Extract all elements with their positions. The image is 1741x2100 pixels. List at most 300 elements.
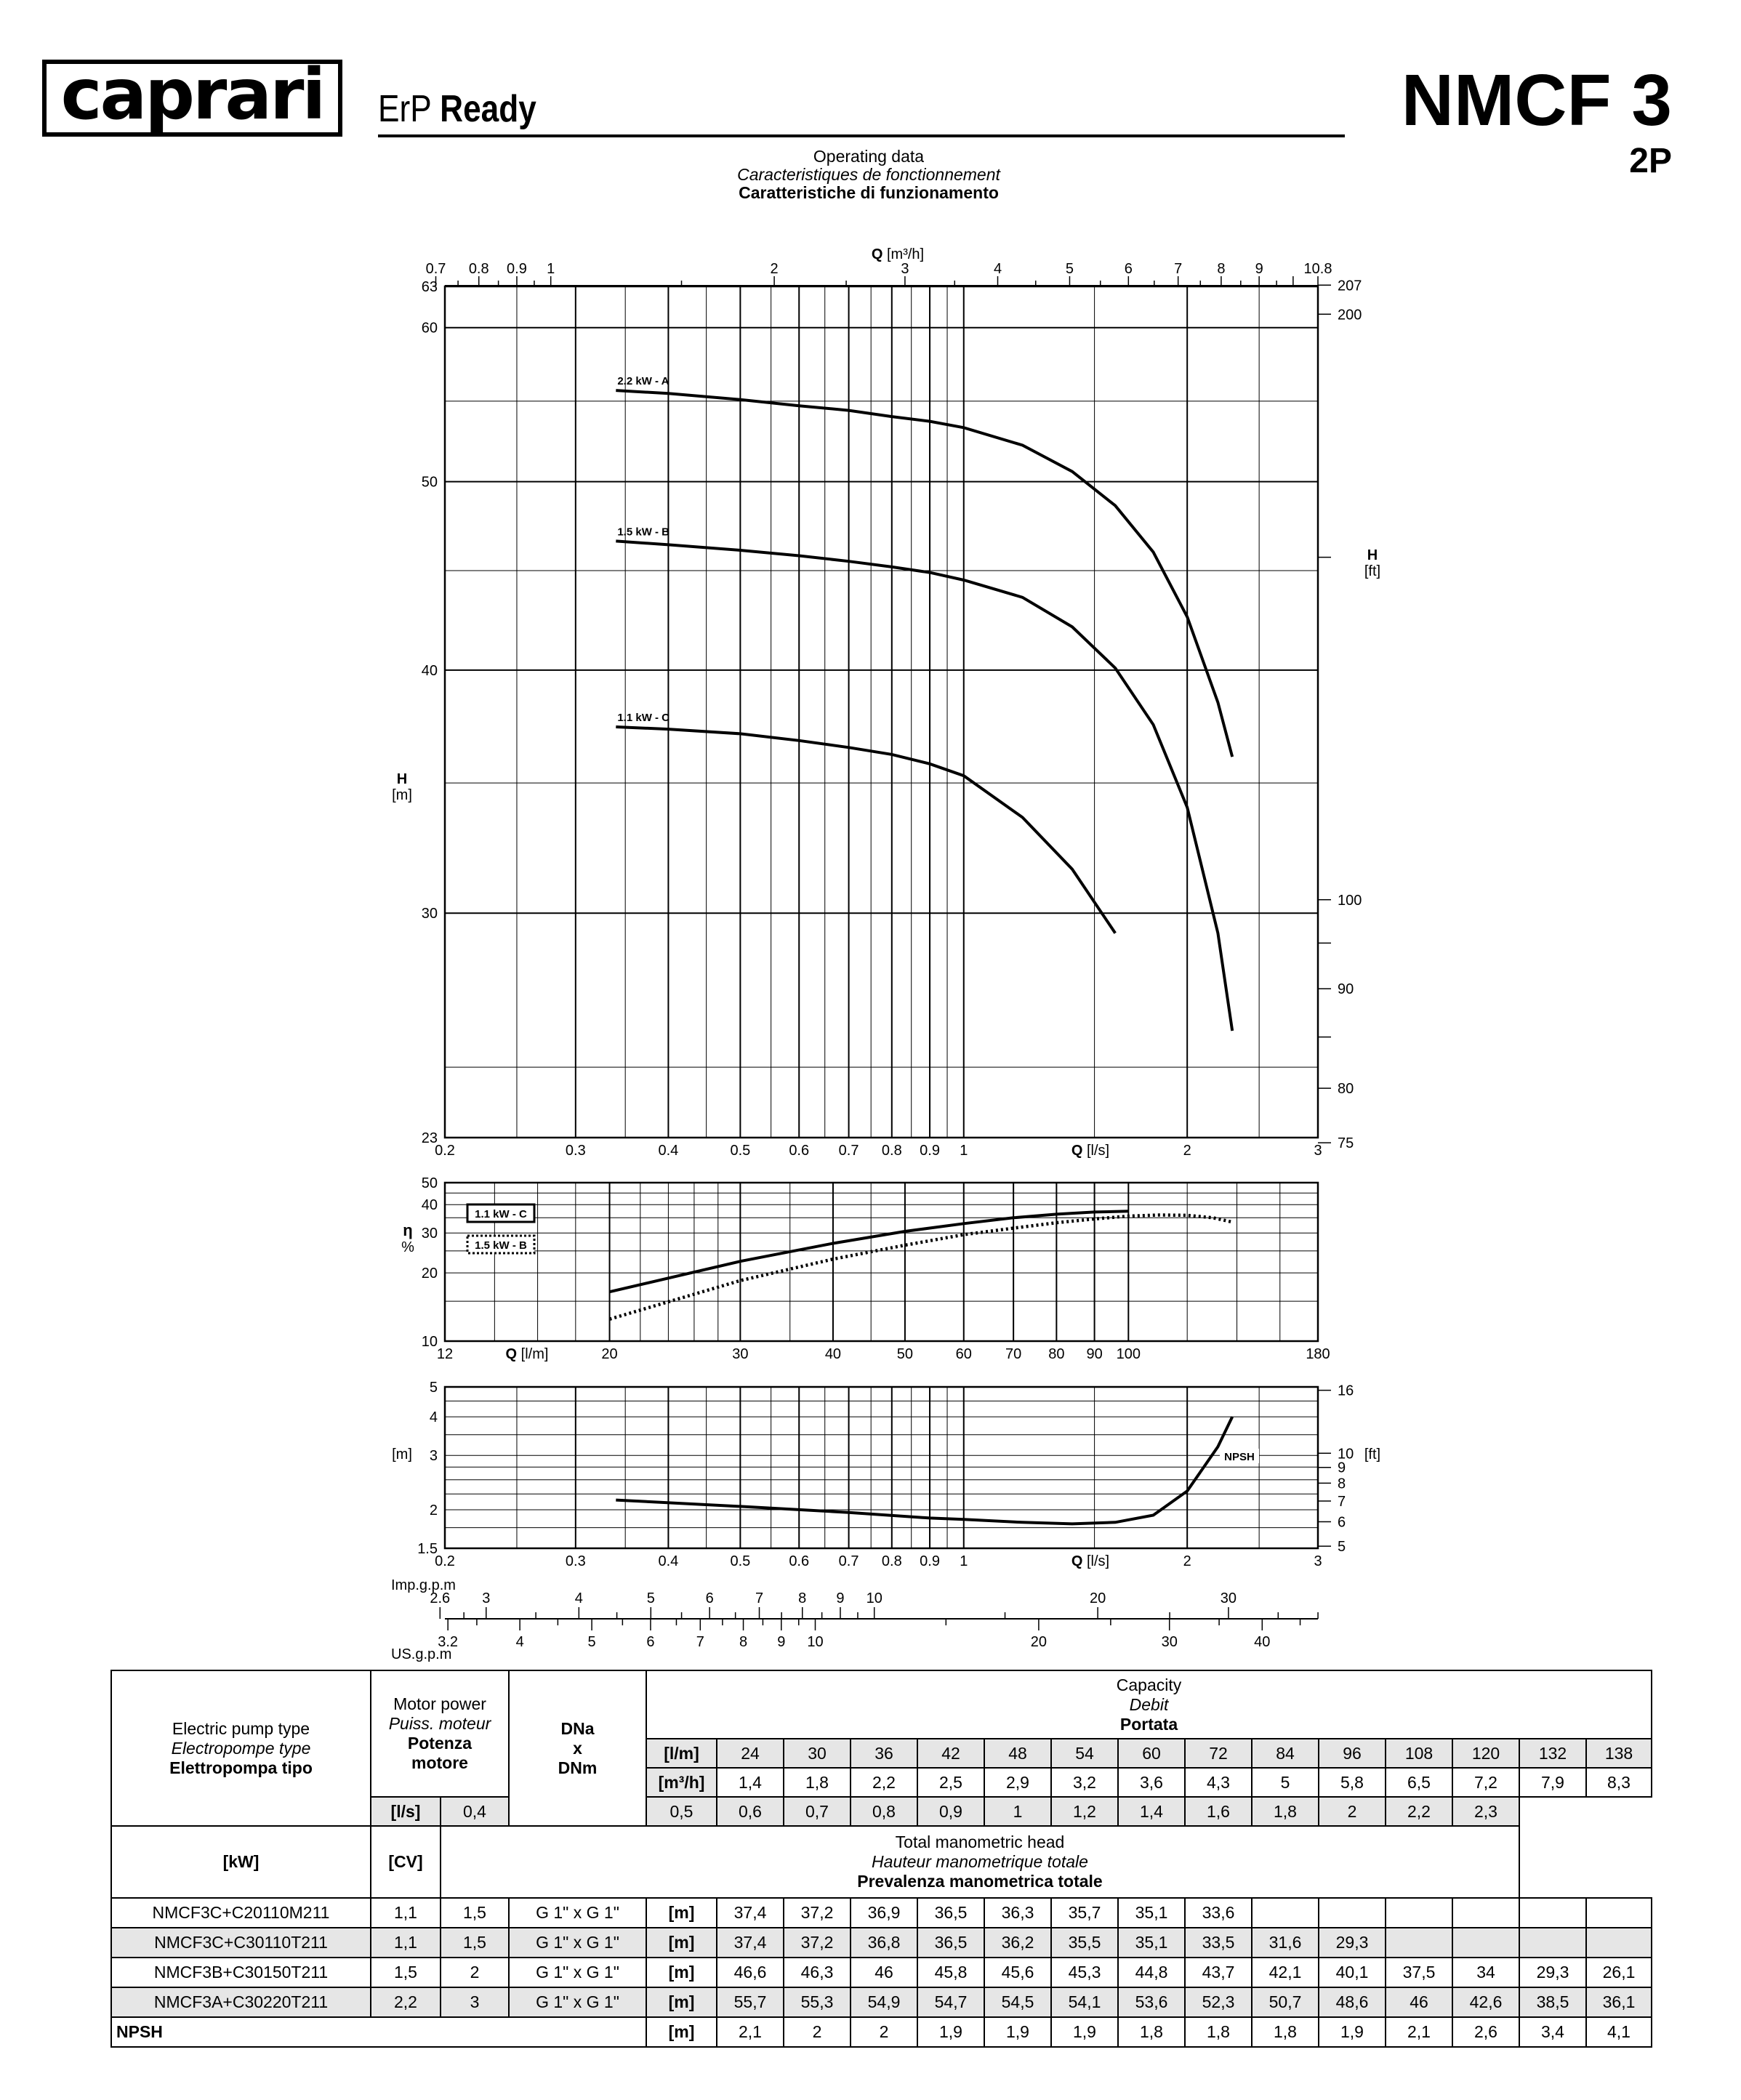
head-value: 37,2 [784,1928,851,1958]
unit-value: 60 [1118,1739,1185,1768]
head-x-tick-label: 0.2 [435,1143,455,1159]
npsh-value: 2,1 [717,2017,784,2047]
unit-value: 72 [1185,1739,1252,1768]
unit-value: 7,2 [1452,1768,1519,1797]
eff-xlabel: Q [l/m] [505,1346,549,1362]
eff-ylabel-unit: % [401,1239,414,1255]
imp-tick-label: 4 [574,1590,583,1606]
connection: G 1" x G 1" [509,1898,646,1928]
title-fr: Caracteristiques de fonctionnement [737,165,1000,184]
header-text: Capacity [1116,1675,1182,1694]
head-value [1586,1928,1652,1958]
npsh-value: 2 [851,2017,917,2047]
unit-label: [l/s] [371,1797,441,1826]
head-ylabel-right: H [1367,547,1378,563]
head-value [1386,1928,1452,1958]
header-text: DNa [560,1718,595,1738]
connection-header [509,1670,646,1826]
head-value: 45,8 [917,1958,984,1987]
erp-prefix: ErP [378,88,431,130]
head-curve-0 [616,390,1232,757]
unit-value: 0,9 [917,1797,984,1826]
npsh-x-tick-label: 0.7 [838,1553,859,1569]
unit-value: 1,8 [1252,1797,1319,1826]
imp-tick-label: 20 [1089,1590,1106,1606]
head-x-tick-label: 1 [960,1143,968,1159]
head-value: 34 [1452,1958,1519,1987]
npsh-unit: [m] [646,2017,717,2047]
capacity-header [646,1670,1652,1739]
unit-value: 1 [984,1797,1051,1826]
eff-x-tick-label: 90 [1086,1346,1103,1362]
head-value: 55,7 [717,1987,784,2017]
us-tick-label: 7 [696,1634,704,1650]
unit-value: 96 [1319,1739,1386,1768]
head-value: 42,1 [1252,1958,1319,1987]
unit-value: 0,8 [851,1797,917,1826]
head-value: 54,5 [984,1987,1051,2017]
npsh-value: 2,1 [1386,2017,1452,2047]
unit-value: 48 [984,1739,1051,1768]
head-value: 29,3 [1319,1928,1386,1958]
head-y-tick-label: 50 [421,474,438,491]
head-unit: [m] [646,1958,717,1987]
power-kw: 1,1 [371,1928,441,1958]
eff-x-tick-label: 40 [824,1346,842,1362]
table-row [111,1987,1652,2017]
unit-value: 2 [1319,1797,1386,1826]
head-x-top-tick-label: 6 [1124,261,1133,277]
imp-tick-label: 10 [866,1590,882,1606]
head-unit: [m] [646,1987,717,2017]
npsh-ylabel-left-unit: [m] [392,1447,412,1463]
us-tick-label: 40 [1254,1634,1271,1650]
head-value: 36,1 [1586,1987,1652,2017]
unit-value: 42 [917,1739,984,1768]
head-x-top-tick-label: 8 [1217,261,1226,277]
type-header [111,1670,371,1826]
npsh-value: 1,9 [917,2017,984,2047]
eff-x-tick-label: 12 [436,1346,454,1362]
head-y-tick-label: 63 [421,279,438,295]
us-tick-label: 8 [739,1634,748,1650]
power-cv: 2 [441,1958,509,1987]
unit-value: 5,8 [1319,1768,1386,1797]
head-value: 36,8 [851,1928,917,1958]
head-value: 36,5 [917,1898,984,1928]
head-ylabel-left-unit: [m] [392,787,412,803]
eff-x-tick-label: 180 [1306,1346,1330,1362]
head-x-tick-label: 0.5 [730,1143,751,1159]
header-text: motore [411,1753,468,1772]
unit-value: 1,4 [717,1768,784,1797]
power-kw: 1,1 [371,1898,441,1928]
imp-tick-label: 9 [836,1590,845,1606]
head-curve-2 [616,727,1115,933]
eff-y-tick-label: 40 [421,1197,438,1214]
npsh-curve [616,1417,1232,1524]
head-curve-1 [616,541,1232,1031]
eff-x-tick-label: 20 [601,1346,618,1362]
unit-value: 1,2 [1051,1797,1118,1826]
head-value [1586,1898,1652,1928]
npsh-x-tick-label: 0.9 [920,1553,940,1569]
unit-value: 84 [1252,1739,1319,1768]
header-text: Portata [1119,1714,1178,1734]
npsh-y-tick-label: 1.5 [417,1541,438,1557]
head-value: 55,3 [784,1987,851,2017]
connection: G 1" x G 1" [509,1958,646,1987]
us-tick-label: 6 [646,1634,655,1650]
us-tick-label: 10 [807,1634,824,1650]
head-unit: [m] [646,1898,717,1928]
unit-value: 54 [1051,1739,1118,1768]
header-text: Puiss. moteur [388,1714,491,1733]
head-value: 40,1 [1319,1958,1386,1987]
unit-value: 1,6 [1185,1797,1252,1826]
head-x-top-tick-label: 4 [993,261,1002,277]
head-value: 54,7 [917,1987,984,2017]
head-x-top-tick-label: 2 [770,261,779,277]
header-text: Elettropompa tipo [169,1758,313,1777]
unit-value: 5 [1252,1768,1319,1797]
title-en: Operating data [813,147,925,166]
unit-value: 7,9 [1519,1768,1586,1797]
eff-x-tick-label: 30 [732,1346,749,1362]
power-cv: 3 [441,1987,509,2017]
eff-ylabel: η [403,1221,413,1239]
head-value: 45,3 [1051,1958,1118,1987]
head-value: 54,1 [1051,1987,1118,2017]
head-value [1519,1928,1586,1958]
efficiency-chart [401,1175,1330,1362]
header-text: x [573,1738,582,1758]
power-header [371,1670,509,1797]
head-y-tick-label: 30 [421,906,438,922]
npsh-x-tick-label: 3 [1314,1553,1322,1569]
head-value: 52,3 [1185,1987,1252,2017]
head-y-tick-label: 40 [421,662,438,679]
eff-legend-label-0: 1.1 kW - C [475,1208,527,1220]
unit-value: 0,4 [441,1797,509,1826]
kw-label: [kW] [111,1826,371,1898]
npsh-x-tick-label: 0.6 [789,1553,810,1569]
head-unit: [m] [646,1928,717,1958]
npsh-x-tick-label: 0.5 [730,1553,751,1569]
npsh-value: 2,6 [1452,2017,1519,2047]
eff-y-tick-label: 10 [421,1334,438,1350]
unit-value: 3,2 [1051,1768,1118,1797]
head-y-right-tick-label: 75 [1338,1135,1354,1152]
unit-value: 2,2 [851,1768,917,1797]
unit-label: [m³/h] [646,1768,717,1797]
head-value [1452,1898,1519,1928]
head-value: 42,6 [1452,1987,1519,2017]
head-value: 46 [851,1958,917,1987]
unit-value: 0,5 [646,1797,717,1826]
npsh-value: 4,1 [1586,2017,1652,2047]
npsh-y-right-tick-label: 16 [1338,1383,1354,1399]
head-x-top-tick-label: 1 [547,261,555,277]
head-value [1452,1928,1519,1958]
npsh-chart [392,1380,1380,1569]
header-text: Electric pump type [172,1718,310,1738]
eff-x-tick-label: 60 [955,1346,972,1362]
head-x-top-tick-label: 0.8 [468,261,489,277]
us-tick-label: 5 [587,1634,596,1650]
logo-text: caprari [60,54,324,135]
head-y-right-tick-label: 90 [1338,981,1354,998]
head-x-tick-label: 0.8 [881,1143,902,1159]
header-text: Potenza [407,1734,473,1753]
head-value: 33,6 [1185,1898,1252,1928]
unit-value: 2,2 [1386,1797,1452,1826]
power-cv: 1,5 [441,1928,509,1958]
imp-tick-label: 5 [646,1590,655,1606]
head-curve-label-0: 2.2 kW - A [617,375,670,388]
head-x-top-tick-label: 7 [1174,261,1183,277]
unit-value: 4,3 [1185,1768,1252,1797]
unit-value: 8,3 [1586,1768,1652,1797]
head-x-tick-label: 0.3 [565,1143,586,1159]
head-value [1319,1898,1386,1928]
npsh-value: 2 [784,2017,851,2047]
unit-value: 24 [717,1739,784,1768]
head-y-right-tick-label: 200 [1338,307,1362,323]
head-value: 46,6 [717,1958,784,1987]
model-variant: 2P [1629,142,1672,180]
head-value: 54,9 [851,1987,917,2017]
head-value: 46,3 [784,1958,851,1987]
head-x-tick-label: 0.9 [920,1143,940,1159]
model-title: NMCF 3 [1401,60,1672,141]
npsh-value: 1,8 [1252,2017,1319,2047]
npsh-y-tick-label: 2 [429,1502,438,1518]
imp-tick-label: 8 [798,1590,807,1606]
header-text: Motor power [393,1694,486,1713]
head-curve-label-1: 1.5 kW - B [617,526,670,539]
npsh-x-tick-label: 2 [1183,1553,1191,1569]
head-value: 36,2 [984,1928,1051,1958]
head-value [1252,1898,1319,1928]
unit-value: 2,3 [1452,1797,1519,1826]
eff-legend-label-1: 1.5 kW - B [475,1239,527,1252]
power-kw: 2,2 [371,1987,441,2017]
header-text: Total manometric head [895,1833,1065,1851]
head-curve-label-2: 1.1 kW - C [617,712,670,725]
head-x-tick-label: 3 [1314,1143,1322,1159]
npsh-y-right-tick-label: 5 [1338,1539,1346,1556]
unit-value: 3,6 [1118,1768,1185,1797]
npsh-y-right-tick-label: 10 [1338,1446,1354,1463]
head-value: 33,5 [1185,1928,1252,1958]
head-value: 37,5 [1386,1958,1452,1987]
erp-suffix: Ready [440,88,536,130]
npsh-value: 1,9 [1319,2017,1386,2047]
head-value: 48,6 [1319,1987,1386,2017]
head-value: 36,3 [984,1898,1051,1928]
pump-type: NMCF3C+C30110T211 [111,1928,371,1958]
npsh-curve-label: NPSH [1224,1451,1255,1463]
unit-value: 132 [1519,1739,1586,1768]
header-row-head [111,1826,1652,1898]
pump-type: NMCF3B+C30150T211 [111,1958,371,1987]
npsh-y-right-tick-label: 6 [1338,1514,1346,1531]
imp-tick-label: 2.6 [430,1590,451,1606]
head-x-top-tick-label: 10.8 [1303,261,1332,277]
header-row-capacity [111,1670,1652,1739]
head-value: 37,2 [784,1898,851,1928]
head-x-top-tick-label: 5 [1065,261,1074,277]
head-x-top-tick-label: 9 [1255,261,1263,277]
npsh-y-right-tick-label: 7 [1338,1494,1346,1510]
npsh-value: 1,8 [1185,2017,1252,2047]
npsh-row [111,2017,1652,2047]
npsh-y-right-tick-label: 8 [1338,1476,1346,1492]
table-row [111,1928,1652,1958]
head-value: 31,6 [1252,1928,1319,1958]
npsh-value: 1,9 [1051,2017,1118,2047]
head-x-tick-label: 0.6 [789,1143,810,1159]
unit-value: 36 [851,1739,917,1768]
npsh-x-tick-label: 1 [960,1553,968,1569]
head-value: 37,4 [717,1928,784,1958]
head-x-top-tick-label: 0.9 [507,261,527,277]
head-value: 45,6 [984,1958,1051,1987]
head-value: 35,7 [1051,1898,1118,1928]
npsh-x-tick-label: 0.8 [881,1553,902,1569]
us-tick-label: 4 [515,1634,524,1650]
table-row [111,1898,1652,1928]
head-value: 38,5 [1519,1987,1586,2017]
head-x-top-tick-label: 0.7 [425,261,446,277]
head-x-tick-label: 2 [1183,1143,1191,1159]
npsh-xlabel: Q [l/s] [1071,1553,1110,1569]
eff-y-tick-label: 30 [421,1226,438,1242]
head-value: 26,1 [1586,1958,1652,1987]
header-text: Hauteur manometrique totale [872,1852,1088,1871]
imp-tick-label: 6 [705,1590,714,1606]
npsh-y-tick-label: 3 [429,1448,438,1465]
npsh-x-tick-label: 0.4 [658,1553,679,1569]
us-gpm-label: US.g.p.m [391,1646,452,1662]
unit-value: 120 [1452,1739,1519,1768]
unit-value: 108 [1386,1739,1452,1768]
eff-x-tick-label: 50 [896,1346,914,1362]
head-x-tick-label: 0.4 [658,1143,679,1159]
eff-x-tick-label: 70 [1005,1346,1022,1362]
head-value: 46 [1386,1987,1452,2017]
head-ylabel-right-unit: [ft] [1364,563,1381,579]
cv-label: [CV] [371,1826,441,1898]
head-y-right-tick-label: 207 [1338,278,1362,294]
head-value: 35,1 [1118,1928,1185,1958]
eff-x-tick-label: 100 [1116,1346,1141,1362]
head-value: 36,9 [851,1898,917,1928]
power-kw: 1,5 [371,1958,441,1987]
head-y-tick-label: 60 [421,320,438,337]
npsh-x-tick-label: 0.3 [565,1553,586,1569]
head-value: 36,5 [917,1928,984,1958]
performance-table [110,1670,1652,2048]
unit-value: 0,7 [784,1797,851,1826]
unit-label: [l/m] [646,1739,717,1768]
npsh-x-tick-label: 0.2 [435,1553,455,1569]
us-tick-label: 3.2 [438,1634,459,1650]
head-value: 43,7 [1185,1958,1252,1987]
imp-gpm-label: Imp.g.p.m [391,1577,456,1593]
npsh-y-tick-label: 4 [429,1409,438,1426]
unit-value: 1,8 [784,1768,851,1797]
npsh-value: 1,8 [1118,2017,1185,2047]
head-x-top-tick-label: 3 [901,261,909,277]
npsh-label: NPSH [111,2017,646,2047]
head-xlabel-bottom: Q [l/s] [1071,1143,1110,1159]
table-row [111,1958,1652,1987]
head-value [1519,1898,1586,1928]
npsh-value: 3,4 [1519,2017,1586,2047]
head-y-tick-label: 23 [421,1130,438,1146]
head-value: 29,3 [1519,1958,1586,1987]
eff-y-tick-label: 50 [421,1175,438,1191]
head-value: 35,1 [1118,1898,1185,1928]
eff-x-tick-label: 80 [1048,1346,1065,1362]
pump-type: NMCF3C+C20110M211 [111,1898,371,1928]
npsh-y-tick-label: 5 [429,1380,438,1396]
npsh-y-right-tick-label: 9 [1338,1460,1346,1476]
header-text: Electropompe type [171,1738,311,1758]
head-ylabel-left: H [396,771,408,787]
head-value: 53,6 [1118,1987,1185,2017]
head-value: 37,4 [717,1898,784,1928]
head-value [1386,1898,1452,1928]
connection: G 1" x G 1" [509,1928,646,1958]
unit-value: 6,5 [1386,1768,1452,1797]
head-value: 35,5 [1051,1928,1118,1958]
head-y-right-tick-label: 100 [1338,892,1362,909]
us-tick-label: 9 [777,1634,786,1650]
title-it: Caratteristiche di funzionamento [739,183,999,202]
header-text: DNm [558,1758,598,1777]
unit-value: 2,5 [917,1768,984,1797]
us-tick-label: 20 [1030,1634,1048,1650]
eff-curve-0 [610,1211,1129,1292]
pump-type: NMCF3A+C30220T211 [111,1987,371,2017]
unit-value: 0,6 [717,1797,784,1826]
head-chart [392,246,1380,1159]
eff-y-tick-label: 20 [421,1266,438,1282]
header-text: Prevalenza manometrica totale [857,1872,1103,1891]
head-x-tick-label: 0.7 [838,1143,859,1159]
us-tick-label: 30 [1161,1634,1178,1650]
unit-value: 1,4 [1118,1797,1185,1826]
head-value: 50,7 [1252,1987,1319,2017]
unit-value: 30 [784,1739,851,1768]
flow-unit-scales [391,1577,1318,1662]
head-value: 44,8 [1118,1958,1185,1987]
npsh-ylabel-right-unit: [ft] [1364,1447,1381,1463]
unit-value: 138 [1586,1739,1652,1768]
head-xlabel-top: Q [m³/h] [871,246,925,262]
imp-tick-label: 30 [1220,1590,1237,1606]
unit-value: 2,9 [984,1768,1051,1797]
npsh-value: 1,9 [984,2017,1051,2047]
connection: G 1" x G 1" [509,1987,646,2017]
header-text: Debit [1129,1694,1169,1714]
head-y-right-tick-label: 80 [1338,1081,1354,1098]
head-header [441,1826,1519,1898]
power-cv: 1,5 [441,1898,509,1928]
